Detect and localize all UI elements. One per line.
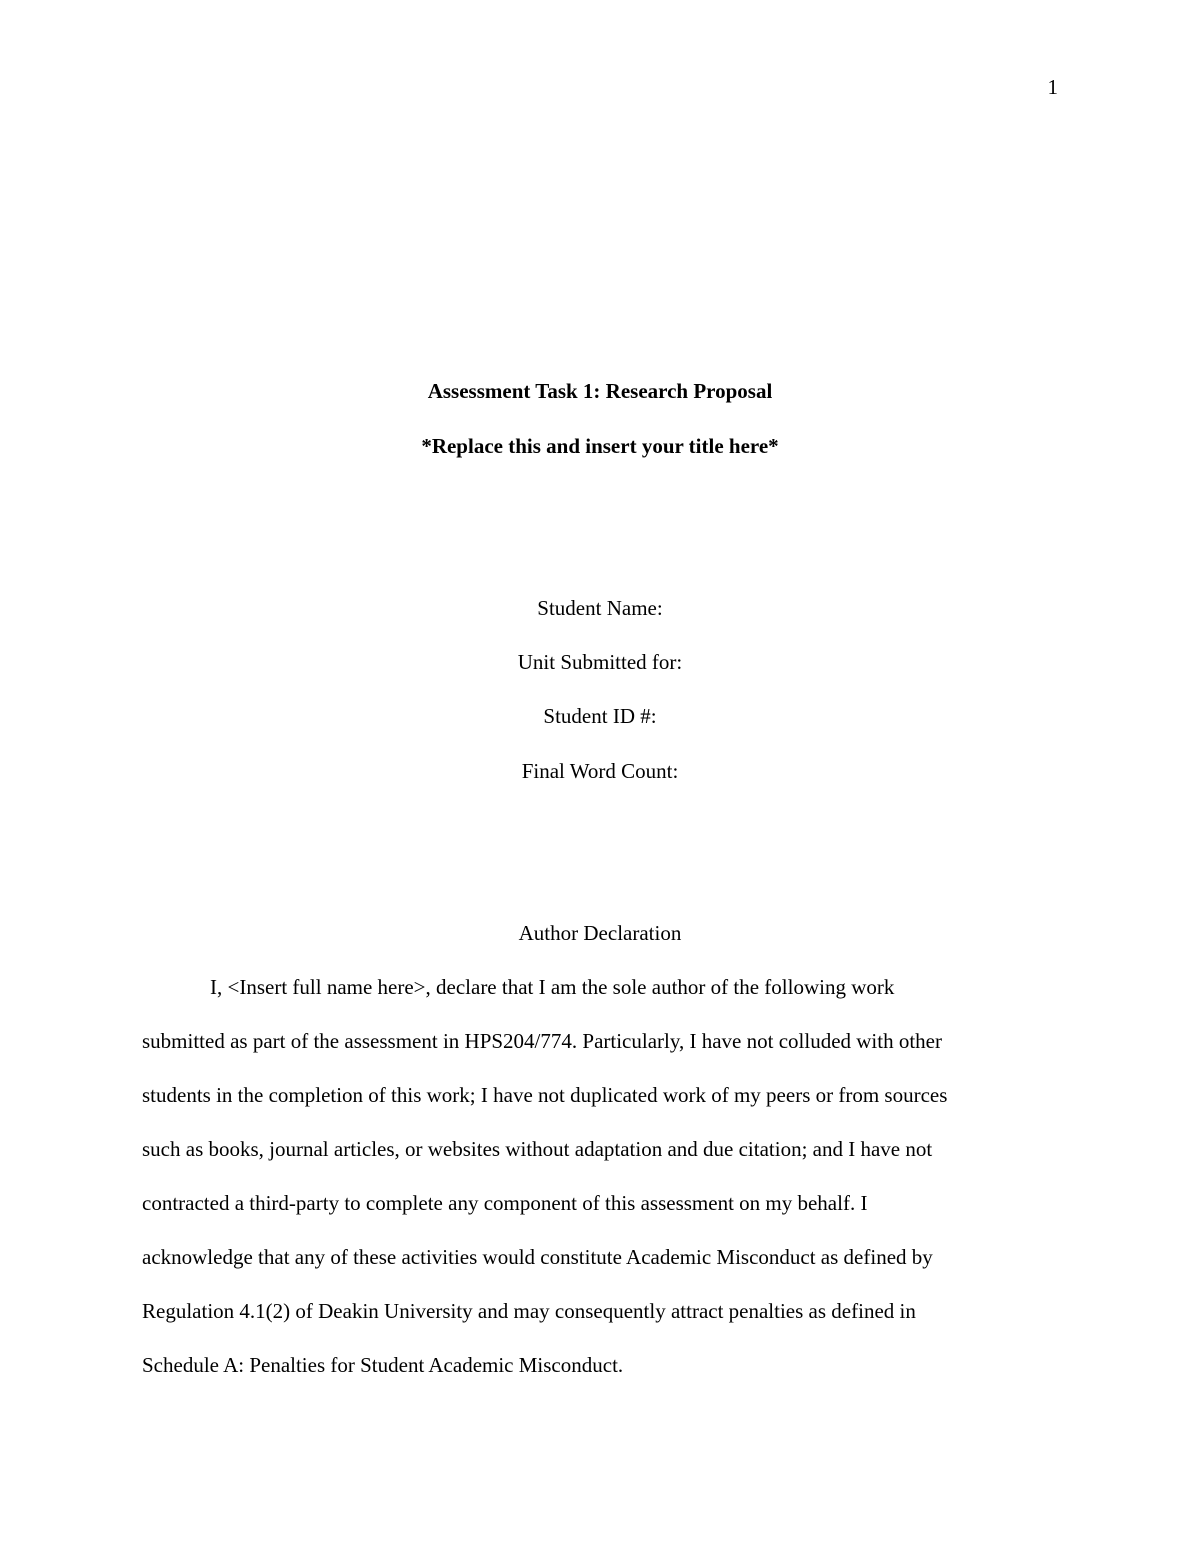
declaration-line: such as books, journal articles, or websites without adaptation and due citation; and I have not	[142, 1137, 933, 1161]
declaration-line: Regulation 4.1(2) of Deakin University and may consequently attract penalties as defined in	[142, 1299, 916, 1323]
page-number: 1	[1047, 75, 1058, 99]
task-title: Assessment Task 1: Research Proposal	[427, 379, 773, 403]
declaration-line: students in the completion of this work; I have not duplicated work of my peers or from sources	[142, 1083, 948, 1107]
declaration-line: contracted a third-party to complete any component of this assessment on my behalf. I	[142, 1191, 868, 1215]
declaration-heading: Author Declaration	[518, 921, 682, 945]
declaration-line: Schedule A: Penalties for Student Academic Misconduct.	[142, 1353, 624, 1377]
student-id-label: Student ID #:	[543, 704, 657, 728]
student-name-label: Student Name:	[537, 596, 663, 620]
paper-title-placeholder: *Replace this and insert your title here*	[421, 434, 779, 458]
declaration-line: I, <Insert full name here>, declare that I am the sole author of the following work	[210, 975, 895, 999]
declaration-line: submitted as part of the assessment in HPS204/774. Particularly, I have not colluded with other	[142, 1029, 942, 1053]
word-count-label: Final Word Count:	[521, 759, 679, 783]
declaration-line: acknowledge that any of these activities would constitute Academic Misconduct as defined by	[142, 1245, 933, 1269]
unit-submitted-label: Unit Submitted for:	[517, 650, 683, 674]
